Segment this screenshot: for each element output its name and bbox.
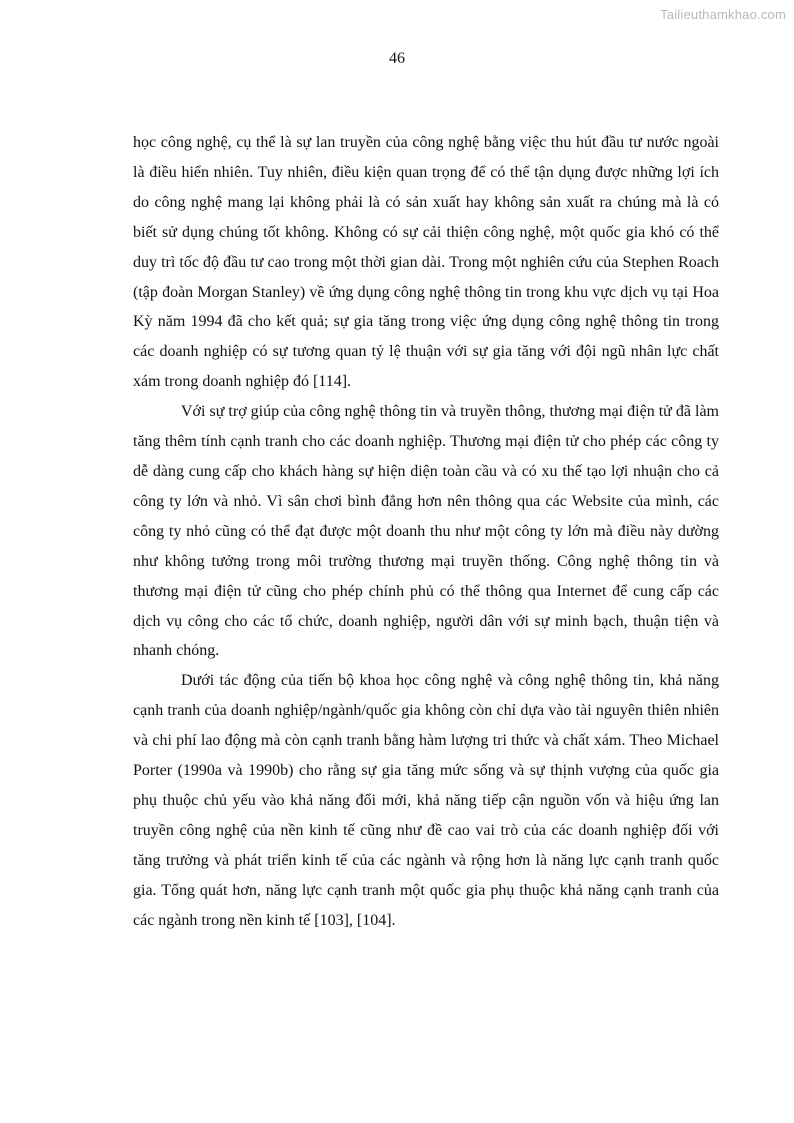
paragraph-ecommerce: Với sự trợ giúp của công nghệ thông tin và truyền thông, thương mại điện tử đã làm tăng thêm tính cạnh tranh cho các doanh nghiệp. Thương mại điện tử cho phép các công ty dễ dàng cung cấp cho khách hàng sự hiện diện toàn cầu và có xu thế tạo lợi nhuận cho cả công ty lớn và nhỏ. Vì sân chơi bình đẳng hơn nên thông qua các Website của mình, các công ty nhỏ cũng có thể đạt được một doanh thu như một công ty lớn mà điều này dường như không tưởng trong môi trường thương mại truyền thống. Công nghệ thông tin và thương mại điện tử cũng cho phép chính phủ có thể thông qua Internet để cung cấp các dịch vụ công cho các tổ chức, doanh nghiệp, người dân với sự minh bạch, thuận tiện và nhanh chóng. [133,403,719,660]
paragraph-continuation: học công nghệ, cụ thể là sự lan truyền của công nghệ bằng việc thu hút đầu tư nước ngoài là điều hiển nhiên. Tuy nhiên, điều kiện quan trọng để có thể tận dụng được những lợi ích do công nghệ mang lại không phải là có sản xuất hay không sản xuất ra chúng mà là có biết sử dụng chúng tốt không. Không có sự cải thiện công nghệ, một quốc gia khó có thể duy trì tốc độ đầu tư cao trong một thời gian dài. Trong một nghiên cứu của Stephen Roach (tập đoàn Morgan Stanley) về ứng dụng công nghệ thông tin trong khu vực dịch vụ tại Hoa Kỳ năm 1994 đã cho kết quả; sự gia tăng trong việc ứng dụng công nghệ thông tin trong các doanh nghiệp có sự tương quan tỷ lệ thuận với sự gia tăng với đội ngũ nhân lực chất xám trong doanh nghiệp đó [114]. [133,134,719,391]
watermark: Tailieuthamkhao.com [660,7,786,22]
page-number: 46 [389,50,405,67]
paragraph-competitiveness: Dưới tác động của tiến bộ khoa học công nghệ và công nghệ thông tin, khả năng cạnh tranh của doanh nghiệp/ngành/quốc gia không còn chỉ dựa vào tài nguyên thiên nhiên và chi phí lao động mà còn cạnh tranh bằng hàm lượng tri thức và chất xám. Theo Michael Porter (1990a và 1990b) cho rằng sự gia tăng mức sống và sự thịnh vượng của quốc gia phụ thuộc chủ yếu vào khả năng đổi mới, khả năng tiếp cận nguồn vốn và hiệu ứng lan truyền công nghệ của nền kinh tế cũng như đề cao vai trò của các doanh nghiệp đối với tăng trưởng và phát triển kinh tế của các ngành và rộng hơn là năng lực cạnh tranh quốc gia. Tổng quát hơn, năng lực cạnh tranh một quốc gia phụ thuộc khả năng cạnh tranh của các ngành trong nền kinh tế [103], [104]. [133,672,719,929]
document-body [133,128,719,935]
